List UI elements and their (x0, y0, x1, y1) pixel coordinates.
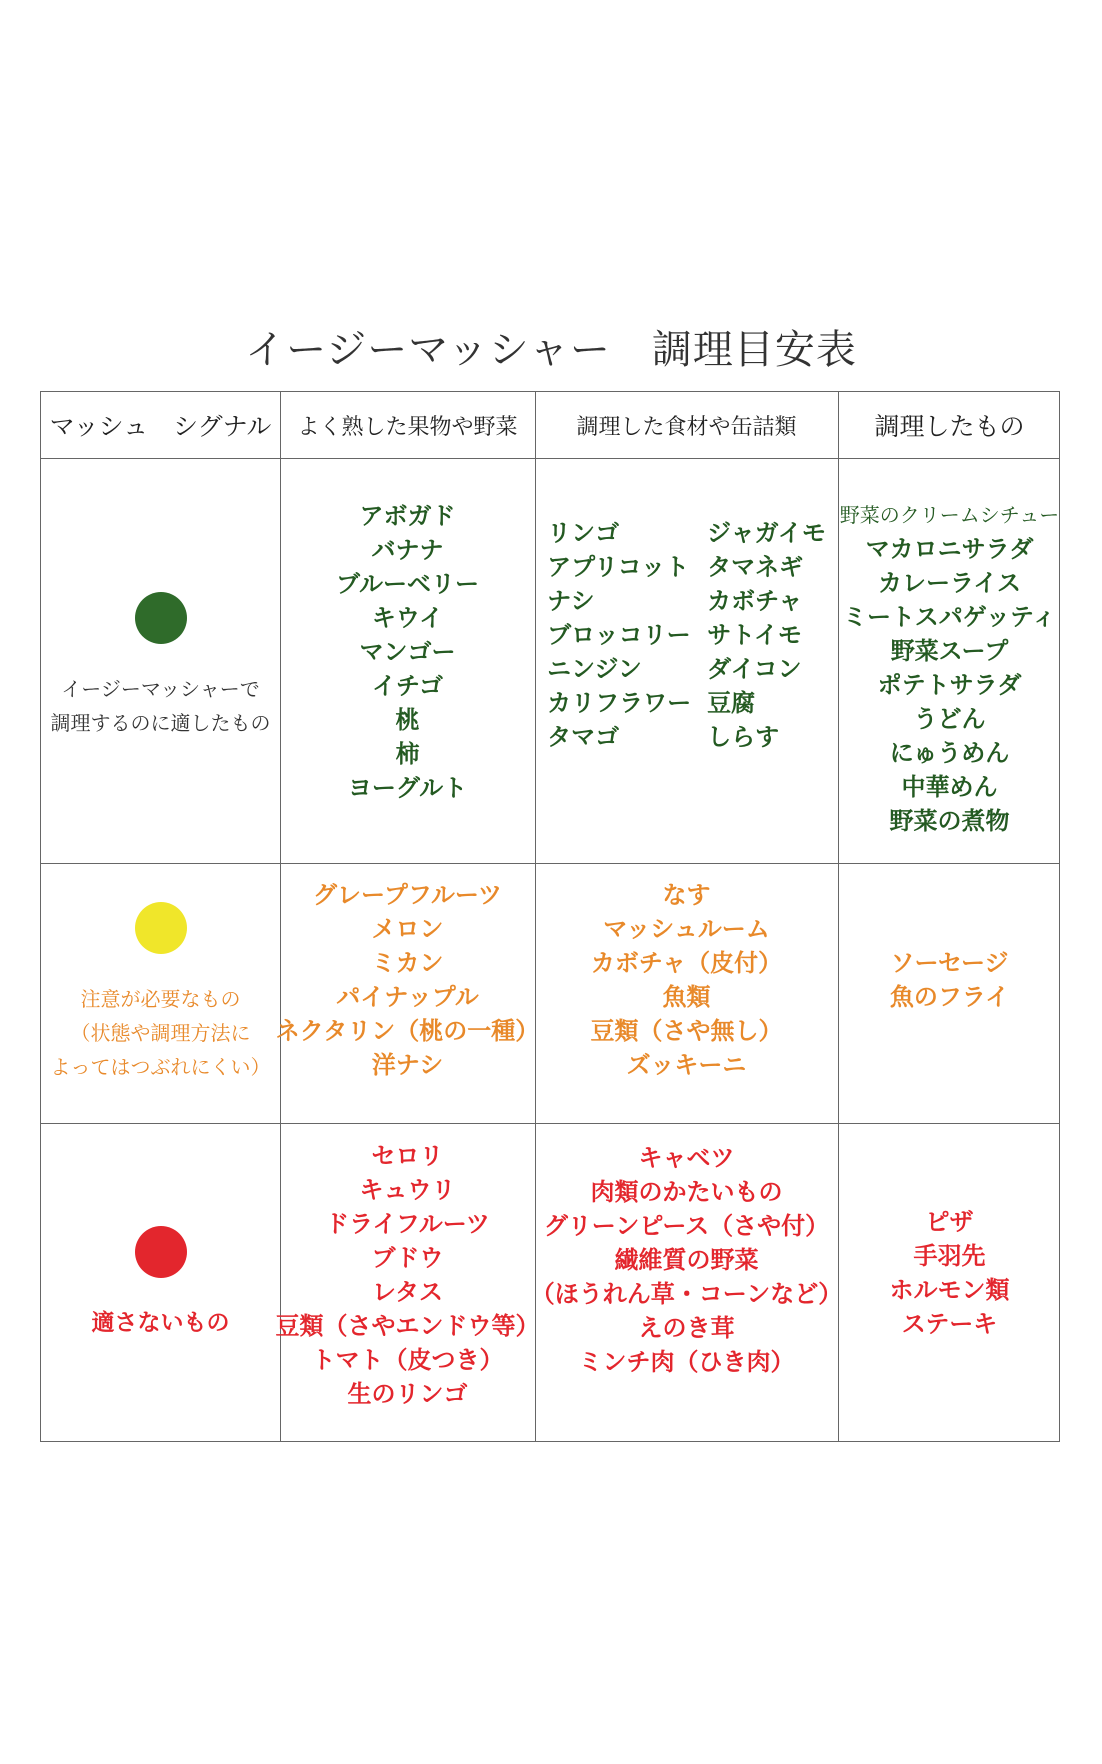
list-item: バナナ (371, 535, 444, 564)
yellow-signal-dot (135, 902, 187, 954)
list-item: ホルモン類 (889, 1276, 1010, 1304)
list-item: キュウリ (359, 1176, 456, 1204)
list-item: マッシュルーム (603, 915, 770, 943)
list-item: 繊維質の野菜 (614, 1246, 759, 1274)
list-item: パイナップル (336, 983, 479, 1011)
page-title: イージーマッシャー 調理目安表 (245, 327, 857, 373)
list-item: ネクタリン（桃の一種） (275, 1017, 540, 1045)
list-item: キウイ (371, 603, 444, 632)
list-item: イチゴ (371, 671, 444, 700)
list-caution-cooked (535, 863, 838, 1123)
list-caution-fruits (275, 863, 540, 1123)
list-item: なす (662, 881, 711, 909)
list-item: 豆類（さや無し） (590, 1017, 783, 1045)
cooking-guide-table (40, 391, 1060, 1442)
list-item: ニンジン (547, 654, 642, 683)
list-item: えのき茸 (638, 1314, 735, 1342)
list-item: カボチャ (707, 586, 803, 615)
list-unsuitable-dishes (838, 1123, 1061, 1443)
list-item: リンゴ (547, 518, 620, 547)
list-item: ミンチ肉（ひき肉） (578, 1348, 795, 1376)
list-item: ブドウ (371, 1244, 444, 1272)
list-item: 肉類のかたいもの (590, 1178, 783, 1206)
list-item: ステーキ (901, 1310, 998, 1338)
list-caution-dishes (838, 863, 1061, 1123)
list-item: 豆類（さやエンドウ等） (275, 1312, 540, 1340)
header-mash-signal: マッシュ シグナル (49, 412, 272, 441)
signal-label-suitable: イージーマッシャーで 調理するのに適したもの (50, 676, 271, 735)
list-item: （ほうれん草・コーンなど） (530, 1280, 843, 1308)
list-item: ジャガイモ (707, 518, 826, 547)
list-item: アボガド (359, 501, 456, 530)
list-item: 魚類 (662, 983, 711, 1011)
list-item: 生のリンゴ (347, 1380, 468, 1408)
signal-label-caution: 注意が必要なもの （状態や調理方法に よってはつぶれにくい） (50, 987, 271, 1079)
list-item: 柿 (395, 739, 420, 768)
list-item: 桃 (395, 705, 420, 734)
list-item: 手羽先 (913, 1242, 986, 1270)
list-item: にゅうめん (889, 738, 1010, 767)
list-suitable-cooked (535, 458, 838, 863)
signal-cell-suitable (41, 458, 280, 863)
list-item: 野菜の煮物 (889, 806, 1010, 835)
list-item: カボチャ（皮付） (590, 949, 783, 977)
list-item: グレープフルーツ (313, 881, 502, 909)
list-item: ズッキーニ (626, 1051, 747, 1079)
list-suitable-fruits (280, 458, 535, 863)
list-item: ダイコン (707, 654, 802, 683)
green-signal-dot (135, 592, 187, 644)
list-item: カリフラワー (547, 688, 692, 717)
header-cooked-dishes: 調理したもの (874, 412, 1025, 441)
list-item: サトイモ (707, 620, 802, 649)
list-item: メロン (371, 915, 444, 943)
list-item: ミカン (371, 949, 444, 977)
signal-label-unsuitable: 適さないもの (91, 1310, 230, 1336)
cooked-column-left (547, 516, 691, 754)
list-item: ブルーベリー (335, 569, 480, 598)
list-item: 魚のフライ (889, 983, 1010, 1011)
list-unsuitable-fruits (275, 1123, 540, 1443)
header-ripe-produce: よく熟した果物や野菜 (297, 414, 518, 440)
list-item: ソーセージ (890, 949, 1009, 977)
list-item: レタス (371, 1278, 444, 1306)
list-item: 野菜スープ (890, 636, 1009, 665)
list-item: 豆腐 (707, 688, 756, 717)
header-cooked-canned: 調理した食材や缶詰類 (576, 414, 797, 440)
list-item: アプリコット (547, 552, 690, 581)
list-item: ブロッコリー (547, 620, 691, 649)
signal-cell-unsuitable (41, 1123, 280, 1443)
list-item: ナシ (547, 586, 595, 615)
list-item: ヨーグルト (347, 773, 468, 802)
cooked-column-right (707, 516, 826, 754)
list-item: グリーンピース（さや付） (543, 1212, 830, 1240)
list-item: マカロニサラダ (865, 534, 1034, 563)
list-item: 野菜のクリームシチュー (839, 502, 1060, 527)
list-item: しらす (707, 722, 780, 751)
red-signal-dot (135, 1226, 187, 1278)
list-item: タマゴ (547, 722, 620, 751)
list-item: マンゴー (359, 637, 456, 666)
list-item: トマト（皮つき） (311, 1346, 504, 1374)
list-item: 中華めん (901, 772, 998, 801)
list-item: うどん (913, 704, 986, 733)
list-unsuitable-cooked (530, 1123, 843, 1443)
list-item: カレーライス (877, 568, 1022, 597)
list-item: ドライフルーツ (325, 1210, 490, 1238)
list-item: タマネギ (707, 552, 804, 581)
signal-cell-caution (41, 863, 280, 1123)
list-suitable-dishes (838, 458, 1061, 863)
list-item: ポテトサラダ (877, 670, 1022, 699)
list-item: 洋ナシ (371, 1051, 444, 1079)
list-item: セロリ (371, 1142, 444, 1170)
list-item: ピザ (925, 1208, 974, 1236)
list-item: ミートスパゲッティ (843, 602, 1056, 631)
list-item: キャベツ (638, 1144, 735, 1172)
